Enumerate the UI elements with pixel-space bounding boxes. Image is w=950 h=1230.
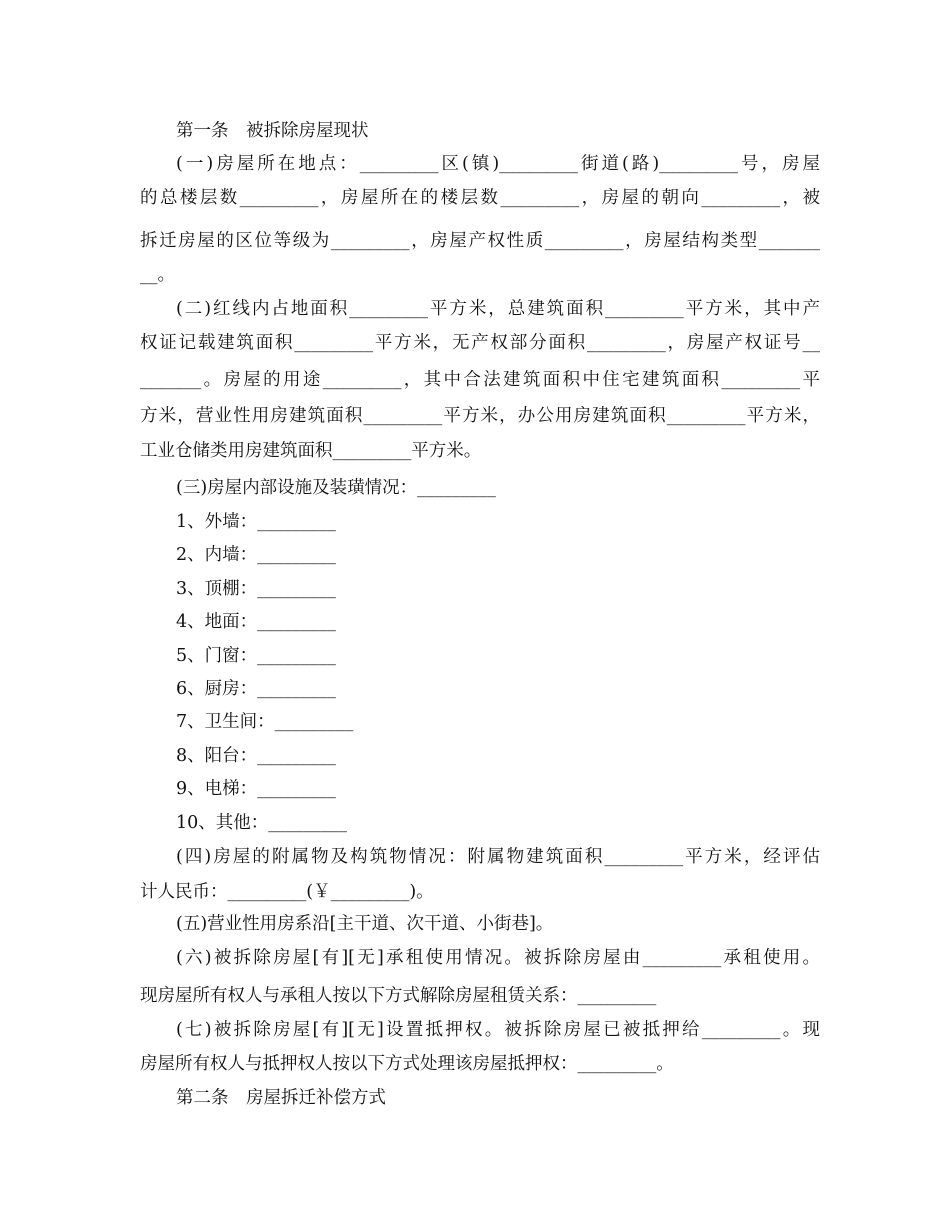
paragraph-line: (七)被拆除房屋[有][无]设置抵押权。被拆除房屋已被抵押给_________。现 — [176, 1020, 820, 1040]
list-item: 10、其他：_________ — [176, 813, 348, 833]
paragraph-line: 拆迁房屋的区位等级为_________，房屋产权性质_________，房屋结构类型_______ — [140, 231, 820, 251]
paragraph-line: 计人民币：_________(￥_________)。 — [140, 882, 434, 902]
list-item: 4、地面：_________ — [176, 612, 336, 632]
paragraph-line: 房屋所有权人与抵押权人按以下方式处理该房屋抵押权：_________。 — [140, 1054, 674, 1074]
list-item: 8、阳台：_________ — [176, 746, 336, 766]
paragraph-line: 的总楼层数_________，房屋所在的楼层数_________，房屋的朝向_________，被 — [140, 188, 820, 208]
paragraph-line: (二)红线内占地面积_________平方米，总建筑面积_________平方米，其中产 — [176, 299, 820, 319]
article-2-heading: 第二条 房屋拆迁补偿方式 — [176, 1088, 386, 1108]
paragraph-line: __。 — [140, 265, 175, 285]
list-item: 6、厨房：_________ — [176, 679, 336, 699]
paragraph-line: _______。房屋的用途_________，其中合法建筑面积中住宅建筑面积_________平 — [140, 370, 820, 390]
paragraph-line: (一)房屋所在地点：_________区(镇)_________街道(路)_________号，房屋 — [176, 154, 820, 174]
list-item: 3、顶棚：_________ — [176, 579, 336, 599]
paragraph-line: (六)被拆除房屋[有][无]承租使用情况。被拆除房屋由_________承租使用。 — [176, 948, 820, 968]
list-item: 2、内墙：_________ — [176, 545, 336, 565]
list-item: 5、门窗：_________ — [176, 646, 336, 666]
list-item: 7、卫生间：_________ — [176, 712, 354, 732]
paragraph-line: 现房屋所有权人与承租人按以下方式解除房屋租赁关系：_________ — [140, 986, 657, 1006]
paragraph-line: 方米，营业性用房建筑面积_________平方米，办公用房建筑面积_________平方米， — [140, 406, 820, 426]
paragraph-line: 权证记载建筑面积_________平方米，无产权部分面积_________，房屋产权证号__ — [140, 333, 820, 353]
paragraph-line: 工业仓储类用房建筑面积_________平方米。 — [140, 441, 482, 461]
paragraph-line: (四)房屋的附属物及构筑物情况：附属物建筑面积_________平方米，经评估 — [176, 847, 820, 867]
paragraph-line: (三)房屋内部设施及装璜情况：_________ — [176, 478, 496, 498]
list-item: 1、外墙：_________ — [176, 512, 336, 532]
article-1-heading: 第一条 被拆除房屋现状 — [176, 121, 369, 141]
paragraph-line: (五)营业性用房系沿[主干道、次干道、小街巷]。 — [176, 914, 554, 934]
list-item: 9、电梯：_________ — [176, 779, 336, 799]
